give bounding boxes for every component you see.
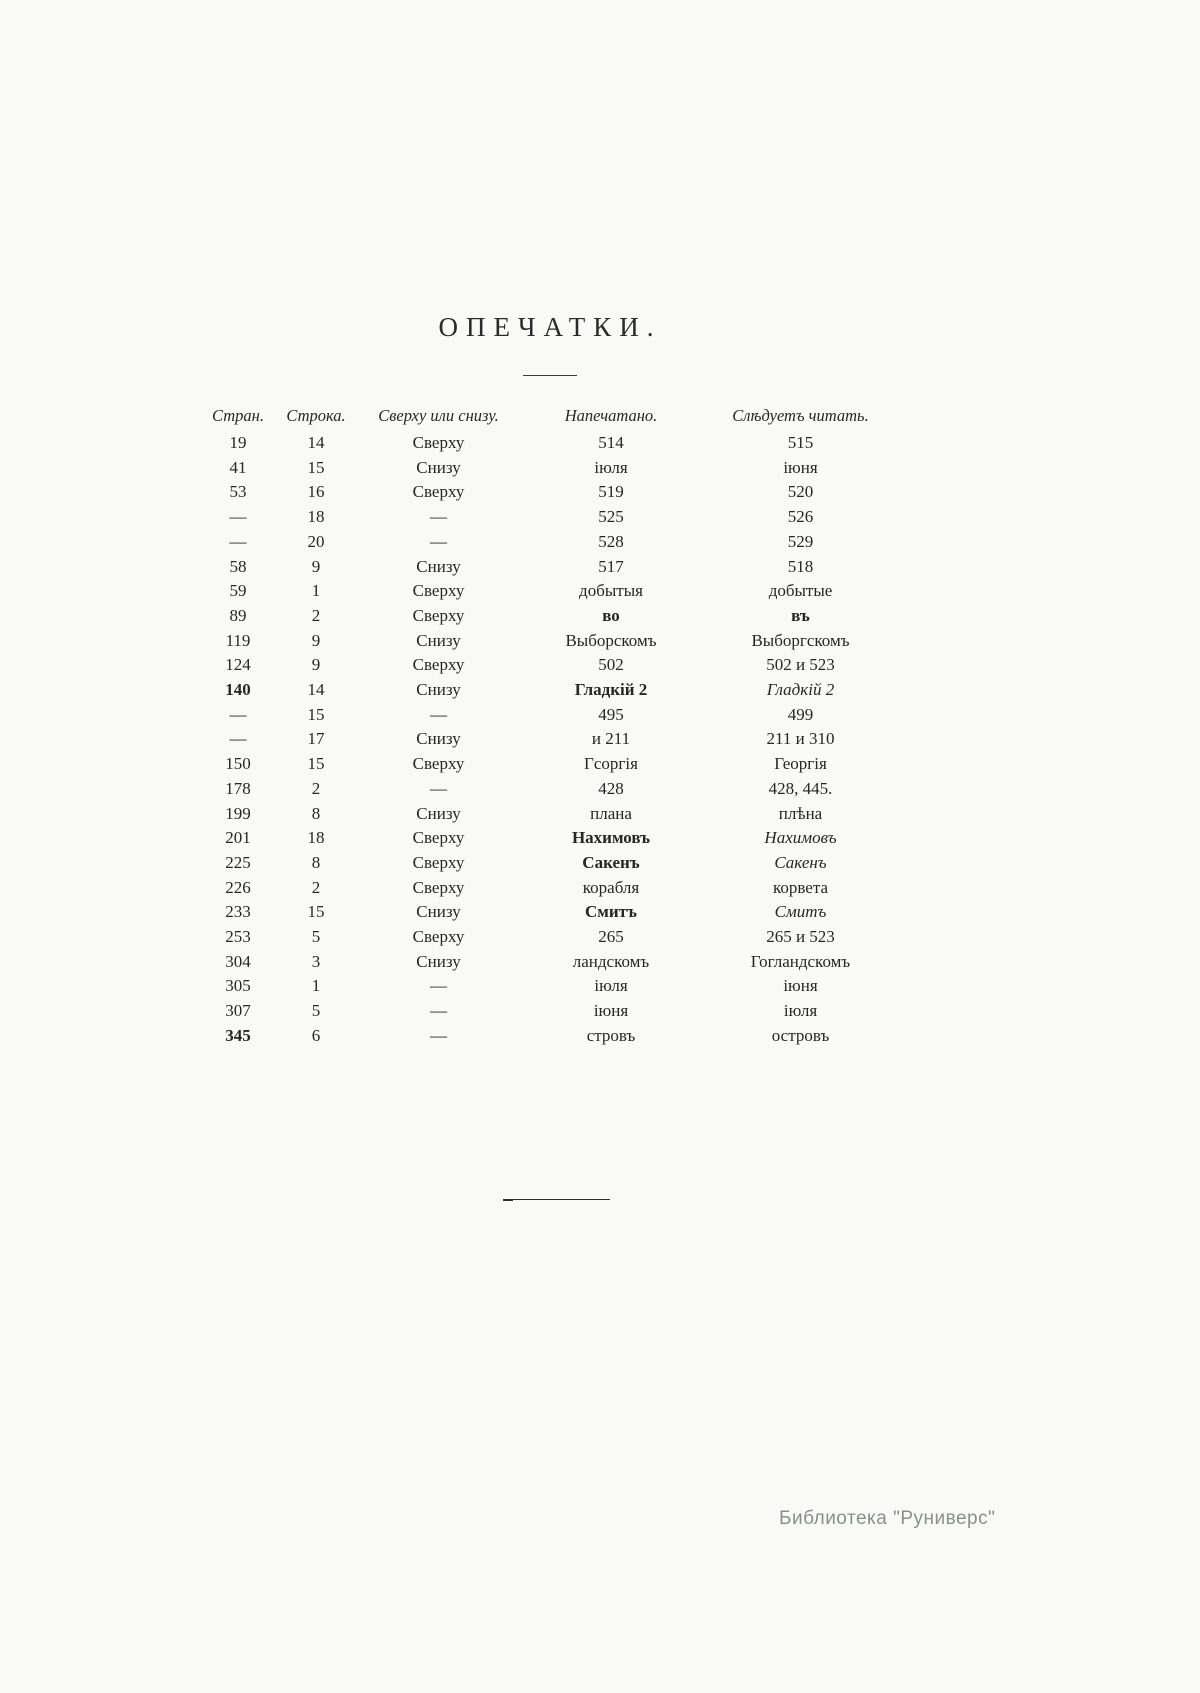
table-cell: 515 — [787, 433, 814, 452]
table-cell: Сверху — [412, 433, 465, 452]
table-cell: 15 — [307, 902, 325, 922]
table-cell: 140 — [225, 680, 251, 700]
table-cell: іюня — [783, 457, 818, 477]
table-cell: Сверху — [412, 754, 465, 774]
table-cell: 53 — [229, 482, 247, 502]
title-divider — [523, 375, 577, 376]
table-cell: 518 — [787, 556, 814, 576]
table-cell: 499 — [787, 704, 814, 724]
table-row — [205, 999, 895, 1024]
table-row — [205, 876, 895, 901]
table-cell: — — [430, 976, 447, 996]
table-row — [205, 900, 895, 925]
table-cell: Снизу — [416, 630, 461, 650]
table-cell: 58 — [229, 556, 247, 576]
table-cell: 89 — [229, 605, 247, 625]
table-cell: 519 — [598, 482, 624, 502]
table-cell: 520 — [787, 482, 814, 502]
table-cell: 178 — [225, 778, 251, 798]
table-header-row — [205, 406, 895, 431]
errata-table — [205, 406, 895, 1049]
table-cell: островъ — [771, 1025, 830, 1045]
table-cell: 253 — [225, 927, 251, 947]
table-cell: 201 — [225, 828, 251, 848]
table-cell: 495 — [598, 704, 624, 724]
table-cell: 528 — [598, 531, 624, 551]
table-cell: Сверху — [412, 581, 465, 601]
table-cell: 8 — [311, 803, 321, 823]
table-row — [205, 727, 895, 752]
table-cell: 265 — [598, 927, 624, 947]
end-divider-tick — [503, 1199, 513, 1201]
table-cell: 1 — [311, 581, 321, 601]
table-cell: Сверху — [412, 482, 465, 502]
table-cell: 41 — [229, 457, 247, 477]
table-cell: 2 — [311, 605, 321, 625]
table-cell: 119 — [225, 630, 251, 650]
table-cell: Снизу — [416, 951, 461, 971]
table-cell: 15 — [307, 457, 325, 477]
table-cell: — — [229, 531, 247, 551]
table-cell: 265 и 523 — [766, 927, 835, 947]
table-row — [205, 629, 895, 654]
table-cell: 19 — [229, 433, 247, 452]
table-cell: 18 — [307, 828, 325, 848]
table-cell: 225 — [225, 852, 251, 872]
table-row — [205, 456, 895, 481]
library-watermark: Библиотека "Руниверс" — [779, 1508, 996, 1529]
table-row — [205, 826, 895, 851]
table-cell: Снизу — [416, 729, 461, 749]
table-cell: іюня — [593, 1001, 629, 1021]
table-cell: плана — [590, 803, 632, 823]
table-cell: 15 — [307, 704, 325, 724]
table-cell: Сверху — [412, 605, 465, 625]
table-row — [205, 530, 895, 555]
table-cell: добытые — [768, 581, 833, 601]
table-row — [205, 505, 895, 530]
table-cell: плѣна — [778, 803, 823, 823]
table-cell: Выборскомъ — [565, 630, 657, 650]
table-cell: 529 — [787, 531, 814, 551]
table-cell: 9 — [311, 556, 321, 576]
column-header: Сверху или снизу. — [378, 406, 499, 425]
table-cell: ландскомъ — [572, 951, 650, 971]
table-cell: 211 и 310 — [766, 729, 835, 749]
table-row — [205, 480, 895, 505]
table-row — [205, 678, 895, 703]
table-row — [205, 653, 895, 678]
table-cell: 502 и 523 — [766, 655, 835, 675]
table-cell: 5 — [311, 927, 321, 947]
table-cell: Сакенъ — [774, 852, 827, 872]
table-row — [205, 1024, 895, 1049]
table-cell: — — [430, 704, 447, 724]
table-cell: 304 — [225, 951, 251, 971]
table-cell: 233 — [225, 902, 251, 922]
column-header: Строка. — [286, 406, 346, 425]
table-cell: 199 — [225, 803, 251, 823]
table-cell: — — [229, 729, 247, 749]
table-cell: — — [229, 704, 247, 724]
column-header: Напечатано. — [564, 406, 658, 425]
table-cell: 526 — [787, 507, 814, 527]
table-row — [205, 579, 895, 604]
table-cell: 20 — [307, 531, 325, 551]
table-cell: — — [430, 531, 447, 551]
table-cell: 6 — [311, 1025, 321, 1045]
errata-table-body — [205, 431, 895, 1049]
table-cell: 345 — [225, 1025, 251, 1045]
page-title: ОПЕЧАТКИ. — [438, 312, 662, 342]
table-cell: 124 — [225, 655, 251, 675]
table-cell: 428 — [598, 778, 624, 798]
table-row — [205, 851, 895, 876]
table-cell: въ — [791, 605, 810, 625]
column-header: Слѣдуетъ читать. — [732, 406, 869, 425]
table-cell: 2 — [311, 877, 321, 897]
table-row — [205, 777, 895, 802]
table-cell: Снизу — [416, 457, 461, 477]
table-cell: Снизу — [416, 902, 461, 922]
table-cell: 514 — [598, 433, 624, 452]
table-row — [205, 925, 895, 950]
table-row — [205, 802, 895, 827]
table-row — [205, 752, 895, 777]
table-cell: 14 — [307, 433, 325, 452]
table-cell: — — [430, 1025, 447, 1045]
table-row — [205, 974, 895, 999]
table-cell: Нахимовъ — [764, 828, 837, 848]
table-row — [205, 950, 895, 975]
table-cell: и 211 — [591, 729, 631, 749]
table-cell: 150 — [225, 754, 251, 774]
table-cell: 3 — [311, 951, 321, 971]
table-cell: Сверху — [412, 852, 465, 872]
table-row — [205, 431, 895, 456]
column-header: Стран. — [212, 406, 264, 425]
table-cell: корвета — [772, 877, 829, 897]
table-cell: Сверху — [412, 828, 465, 848]
table-cell: іюня — [783, 976, 818, 996]
table-cell: Гогландскомъ — [750, 951, 851, 971]
table-cell: Снизу — [416, 556, 461, 576]
table-cell: 2 — [311, 778, 321, 798]
table-cell: Сверху — [412, 655, 465, 675]
table-cell: Гсоргія — [584, 754, 638, 774]
table-row — [205, 604, 895, 629]
table-cell: Смитъ — [585, 902, 637, 922]
table-cell: іюля — [594, 457, 628, 477]
table-cell: 17 — [307, 729, 325, 749]
table-cell: Гладкій 2 — [766, 680, 835, 700]
table-cell: іюля — [783, 1001, 818, 1021]
table-cell: Нахимовъ — [571, 828, 651, 848]
table-cell: 428, 445. — [768, 778, 833, 798]
table-cell: — — [430, 1001, 447, 1021]
table-row — [205, 555, 895, 580]
errata-page — [205, 312, 895, 1049]
table-cell: 15 — [307, 754, 325, 774]
table-cell: 1 — [311, 976, 321, 996]
table-cell: 59 — [229, 581, 247, 601]
table-cell: 517 — [598, 556, 624, 576]
table-cell: — — [229, 507, 247, 527]
table-cell: Сверху — [412, 927, 465, 947]
table-row — [205, 703, 895, 728]
table-cell: 305 — [225, 976, 251, 996]
table-cell: 18 — [307, 507, 325, 527]
table-cell: во — [602, 605, 620, 625]
table-cell: Гладкій 2 — [574, 680, 648, 700]
table-cell: корабля — [582, 877, 640, 897]
table-cell: Смитъ — [774, 902, 827, 922]
table-cell: Снизу — [416, 803, 461, 823]
table-cell: Сверху — [412, 877, 465, 897]
table-cell: 8 — [311, 852, 321, 872]
table-cell: — — [430, 778, 447, 798]
table-cell: 9 — [311, 655, 321, 675]
table-cell: 9 — [311, 630, 321, 650]
table-cell: 16 — [307, 482, 325, 502]
table-cell: 502 — [598, 655, 624, 675]
table-cell: — — [430, 507, 447, 527]
table-cell: 5 — [311, 1001, 321, 1021]
table-cell: Георгія — [774, 754, 827, 774]
table-cell: 14 — [307, 680, 325, 700]
table-cell: стровъ — [586, 1025, 636, 1045]
table-cell: іюля — [594, 976, 628, 996]
table-cell: 307 — [225, 1001, 251, 1021]
table-cell: 226 — [225, 877, 251, 897]
table-cell: Сакенъ — [582, 852, 640, 872]
end-divider — [505, 1199, 610, 1200]
table-cell: Выборгскомъ — [751, 630, 850, 650]
table-cell: 525 — [598, 507, 624, 527]
table-cell: добытыя — [579, 581, 643, 601]
table-cell: Снизу — [416, 680, 461, 700]
